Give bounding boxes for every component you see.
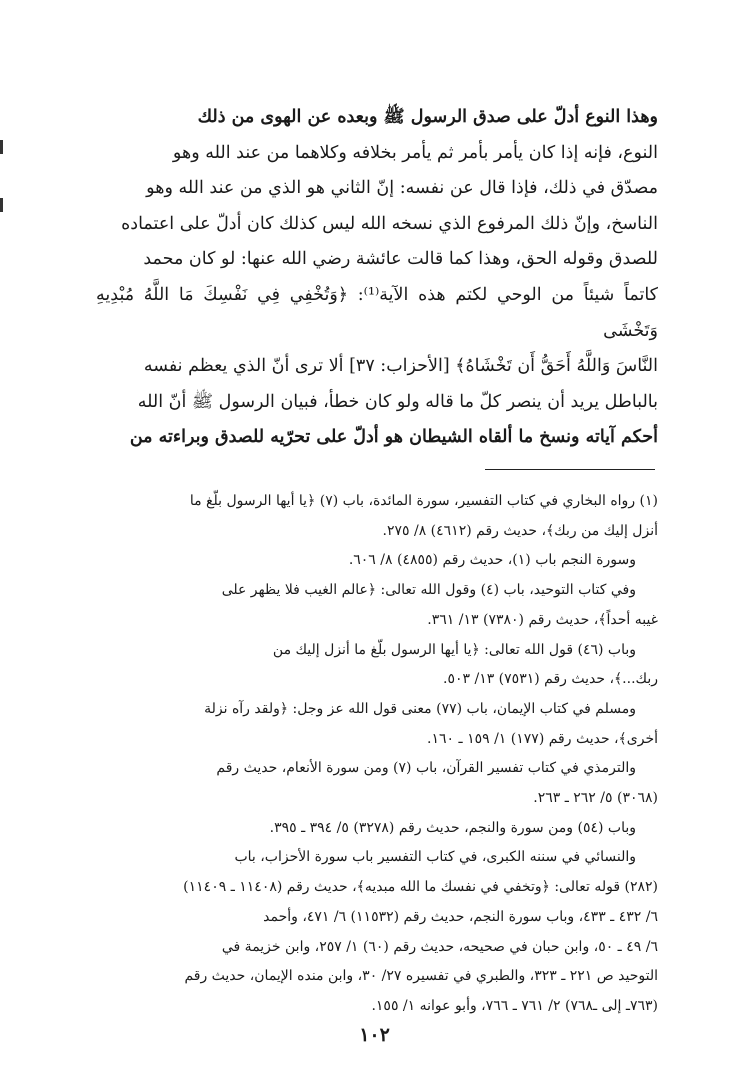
footnote-line: أخرى﴾، حديث رقم (١٧٧) ١/ ١٥٩ ـ ١٦٠. (427, 730, 658, 747)
main-text-line: كاتماً شيئاً من الوحي لكتم هذه الآية⁽¹⁾: ﴿وَتُخْفِي فِي نَفْسِكَ مَا اللَّهُ مُبْدِيهِ وَتَخْشَى (96, 284, 658, 341)
footnote-line: وفي كتاب التوحيد، باب (٤) وقول الله تعالى: ﴿عالم الغيب فلا يظهر على (221, 582, 636, 599)
footnote-line: والنسائي في سننه الكبرى، في كتاب التفسير باب سورة الأحزاب، باب (234, 849, 636, 866)
page-edge-mark (0, 140, 3, 154)
footnote-line: وسورة النجم باب (١)، حديث رقم (٤٨٥٥) ٨/ ٦٠٦. (348, 552, 636, 569)
footnote-separator (485, 469, 655, 470)
main-text-line: للصدق وقوله الحق، وهذا كما قالت عائشة رضي الله عنها: لو كان محمد (143, 249, 658, 270)
footnotes-block (96, 487, 658, 1022)
main-text-block (96, 100, 658, 456)
main-text-line: بالباطل يريد أن ينصر كلّ ما قاله ولو كان خطأ، فبيان الرسول ﷺ أنّ الله (137, 391, 658, 412)
main-text-line: النوع، فإنه إذا كان يأمر بأمر ثم يأمر بخلافه وكلاهما من عند الله وهو (172, 142, 658, 163)
footnote-line: غيبه أحداً﴾، حديث رقم (٧٣٨٠) ١٣/ ٣٦١. (427, 611, 658, 628)
footnote-line: وباب (٤٦) قول الله تعالى: ﴿يا أيها الرسول بلّغ ما أنزل إليك من (272, 641, 636, 658)
footnote-line: وباب (٥٤) ومن سورة والنجم، حديث رقم (٣٢٧٨) ٥/ ٣٩٤ ـ ٣٩٥. (269, 819, 636, 836)
footnote-line: (٧٦٣ـ إلى ـ٧٦٨) ٢/ ٧٦١ ـ ٧٦٦، وأبو عوانه ١/ ١٥٥. (371, 997, 658, 1014)
footnote-line: (٢٨٢) قوله تعالى: ﴿وتخفي في نفسك ما الله مبديه﴾، حديث رقم (١١٤٠٨ ـ ١١٤٠٩) (183, 879, 658, 896)
page-edge-mark (0, 198, 3, 212)
footnote-line: ٦/ ٤٩ ـ ٥٠، وابن حبان في صحيحه، حديث رقم (٦٠) ١/ ٢٥٧، وابن خزيمة في (221, 938, 658, 955)
footnote-line: والترمذي في كتاب تفسير القرآن، باب (٧) ومن سورة الأنعام، حديث رقم (216, 760, 636, 777)
main-text-line: النَّاسَ وَاللَّهُ أَحَقُّ أَن تَخْشَاهُ﴾ [الأحزاب: ٣٧] ألا ترى أنّ الذي يعظم نفسه (143, 356, 658, 377)
main-text-line: وهذا النوع أدلّ على صدق الرسول ﷺ وبعده عن الهوى من ذلك (197, 107, 658, 127)
main-text-line: مصدّق في ذلك، فإذا قال عن نفسه: إنّ الثاني هو الذي من عند الله وهو (146, 178, 658, 199)
footnote-line: التوحيد ص ٢٢١ ـ ٣٢٣، والطبري في تفسيره ٢٧/ ٣٠، وابن منده الإيمان، حديث رقم (184, 968, 658, 985)
page-number: ١٠٢ (359, 1024, 390, 1046)
footnote-line: ومسلم في كتاب الإيمان، باب (٧٧) معنى قول الله عز وجل: ﴿ولقد رآه نزلة (204, 700, 636, 717)
main-text-line: أحكم آياته ونسخ ما ألقاه الشيطان هو أدلّ على تحرّيه للصدق وبراءته من (129, 427, 658, 448)
footnote-line: ٦/ ٤٣٢ ـ ٤٣٣، وباب سورة النجم، حديث رقم (١١٥٣٢) ٦/ ٤٧١، وأحمد (263, 908, 658, 925)
footnote-line: ربك...﴾، حديث رقم (٧٥٣١) ١٣/ ٥٠٣. (443, 671, 658, 688)
footnote-line: (١) رواه البخاري في كتاب التفسير، سورة المائدة، باب (٧) ﴿يا أيها الرسول بلّغ ما (189, 493, 658, 509)
footnote-line: أنزل إليك من ربك﴾، حديث رقم (٤٦١٢) ٨/ ٢٧٥. (382, 522, 658, 539)
main-text-line: الناسخ، وإنّ ذلك المرفوع الذي نسخه الله ليس كذلك كان أدلّ على اعتماده (121, 213, 658, 234)
footnote-line: (٣٠٦٨) ٥/ ٢٦٢ ـ ٢٦٣. (533, 790, 658, 807)
